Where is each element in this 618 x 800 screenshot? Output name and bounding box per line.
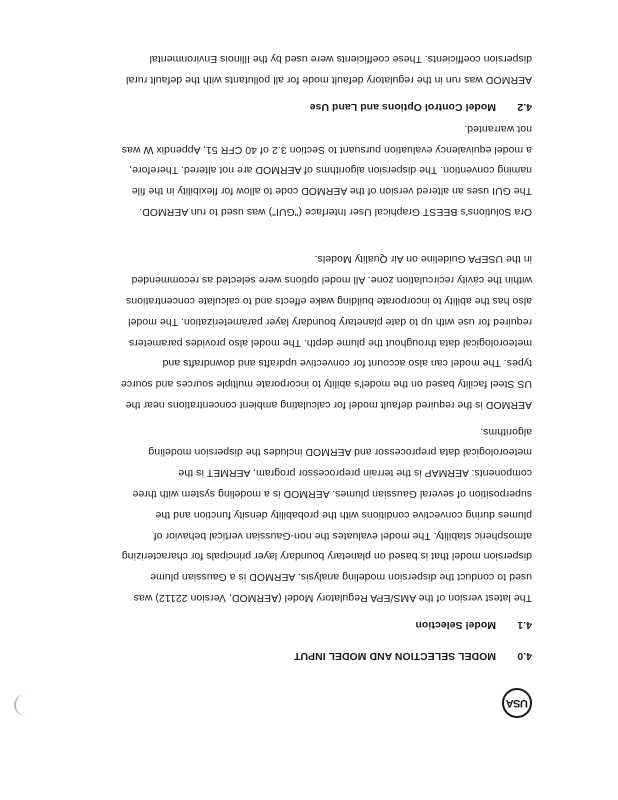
- text-line: AERMOD was run in the regulatory default mode for all pollutants with the default rural: [125, 74, 532, 85]
- subsection-number: 4.1: [517, 619, 532, 630]
- text-line: AERMOD is the required default model for calculating ambient concentrations near the: [125, 399, 532, 410]
- text-line: components: AERMAP is the terrain preprocessor program, AERMET is the: [178, 467, 532, 479]
- text-line: plumes during convective conditions with the probability density function and the: [155, 508, 532, 520]
- section-title: MODEL SELECTION AND MODEL INPUT: [293, 650, 496, 661]
- text-line: meteorological data throughout the plume depth. The model also provides parameters: [128, 336, 532, 348]
- text-line: in the USEPA Guideline on Air Quality Models.: [314, 253, 532, 265]
- text-line: atmospheric stability. The model evaluates the non-Gaussian vertical behavior of: [153, 529, 532, 541]
- text-line: required for use with up to date planetary boundary layer parameterization. The model: [128, 315, 532, 327]
- subsection-title: Model Control Options and Land Use: [309, 101, 496, 112]
- paragraph-default-model: [70, 248, 532, 414]
- text-line: superposition of several Gaussian plumes. AERMOD is a modeling system with three: [132, 488, 532, 500]
- text-line: within the cavity recirculation zone. All model options were selected as recommended: [131, 274, 532, 286]
- section-number: 4.0: [517, 650, 532, 661]
- subsection-title: Model Selection: [415, 619, 496, 630]
- text-line: types. The model can also account for convective updrafts and downdrafts and: [162, 357, 532, 369]
- text-line: algorithms.: [480, 425, 532, 437]
- subsection-heading-control-options: [310, 101, 532, 112]
- paragraph-gui: [70, 117, 532, 221]
- paragraph-regulatory-default: [70, 47, 532, 89]
- scan-artifact-mark: [14, 694, 38, 716]
- text-line: dispersion model that is based on planetary boundary layer principals for characterizing: [121, 550, 532, 562]
- paragraph-aermod-description: [70, 420, 532, 607]
- text-line: naming convention. The dispersion algorithms of AERMOD are not altered. Therefore,: [129, 164, 532, 176]
- subsection-number: 4.2: [517, 101, 532, 112]
- subsection-heading-model-selection: [415, 619, 532, 630]
- text-line: also has the ability to incorporate building wake effects and to calculate concentrations: [125, 295, 532, 307]
- text-line: The latest version of the AMS/EPA Regulatory Model (AERMOD, Version 22112) was: [133, 592, 532, 603]
- text-line: not warranted.: [464, 122, 532, 134]
- logo-text: USA: [506, 697, 528, 709]
- text-line: meteorological data preprocessor and AERMOD includes the dispersion modeling: [148, 446, 532, 458]
- section-heading: [294, 650, 532, 661]
- usa-logo-icon: [502, 688, 532, 718]
- text-line: US Steel facility based on the model's ability to incorporate multiple sources and source: [120, 378, 532, 390]
- text-line: a model equivalency evaluation pursuant to Section 3.2 of 40 CFR 51, Appendix W was: [121, 143, 532, 155]
- text-line: dispersion coefficients. These coefficients were used by the Illinois Environmental: [149, 53, 532, 65]
- text-line: used to conduct the dispersion modeling analysis. AERMOD is a Gaussian plume: [150, 571, 532, 583]
- text-line: The GUI uses an altered version of the AERMOD code to allow for flexibility in the file: [131, 185, 532, 197]
- text-line: Ora Solutions's BEEST Graphical User Interface ("GUI") was used to run AERMOD.: [139, 206, 532, 217]
